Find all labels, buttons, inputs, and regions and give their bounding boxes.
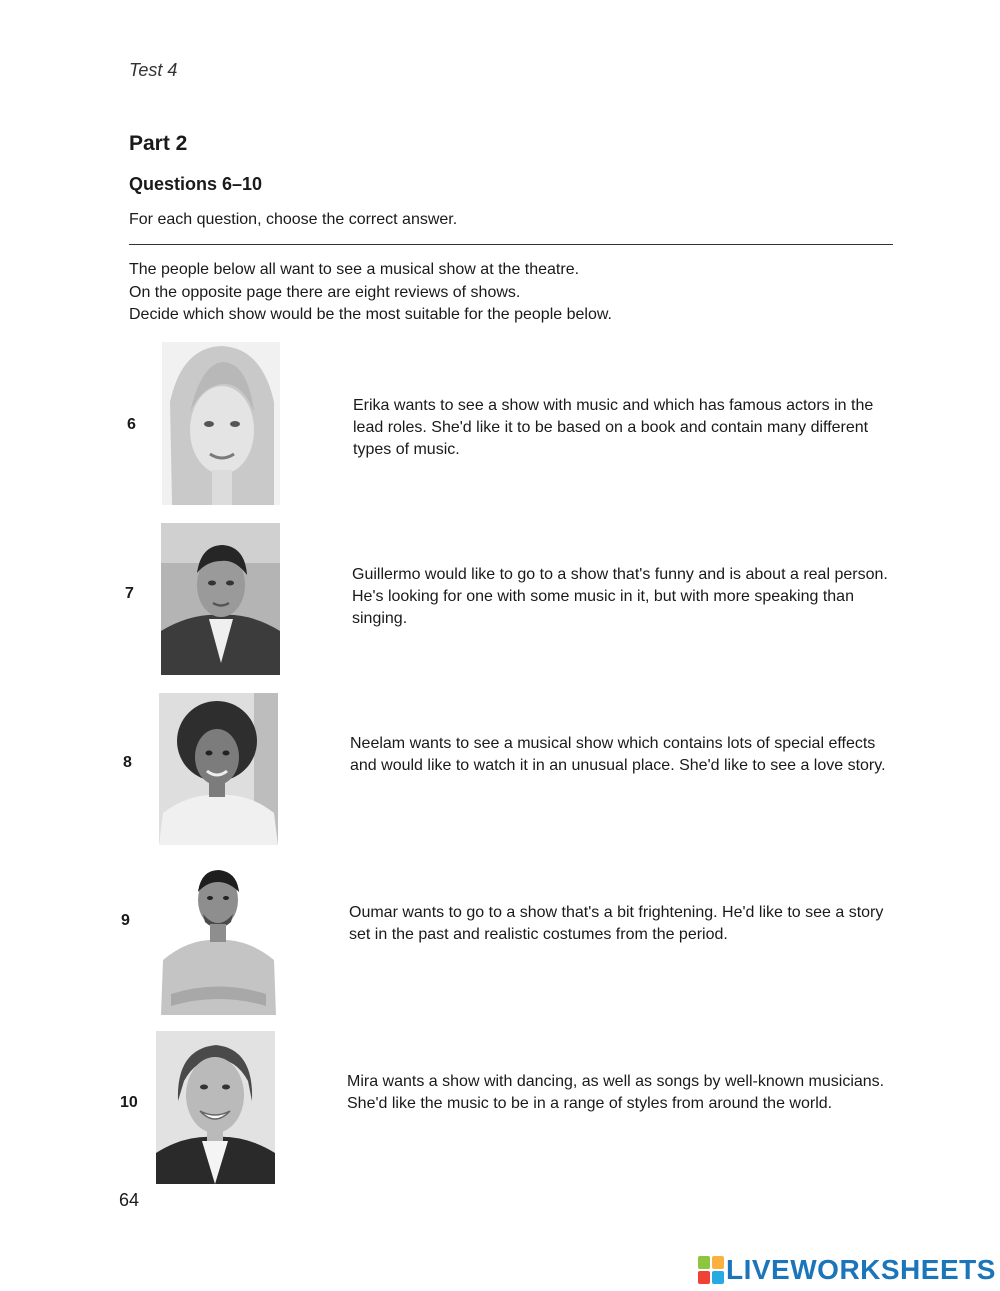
intro-text	[129, 259, 612, 327]
test-label: Test 4	[129, 60, 178, 80]
question-number: 8	[123, 754, 132, 771]
question-text: Neelam wants to see a musical show which contains lots of special effects and would like to watch it in an unusual place. She'd like to see a love story.	[350, 735, 886, 774]
intro-line: Decide which show would be the most suitable for the people below.	[129, 306, 612, 323]
intro-line: On the opposite page there are eight reviews of shows.	[129, 283, 521, 301]
question-text: Mira wants a show with dancing, as well as songs by well-known musicians. She'd like the music to be in a range of styles from around the world.	[347, 1073, 885, 1112]
person-photo-icon	[161, 523, 280, 675]
question-number: 7	[125, 585, 134, 602]
person-photo-erika	[162, 342, 280, 505]
person-photo-icon	[162, 342, 280, 505]
question-text: Erika wants to see a show with music and which has famous actors in the lead roles. She'd like it to be based on a book and contain many different types of music.	[353, 397, 874, 458]
question-text: Guillermo would like to go to a show that's funny and is about a real person. He's looking for one with some music in it, but with more speaking than singing.	[352, 566, 888, 627]
divider	[129, 244, 893, 245]
logo-text: LIVEWORKSHEETS	[726, 1254, 996, 1285]
intro-line: The people below all want to see a musical show at the theatre.	[129, 261, 580, 278]
questions-title: Questions 6–10	[129, 174, 263, 194]
instruction-text: For each question, choose the correct answer.	[129, 211, 458, 228]
liveworksheets-logo	[698, 1254, 996, 1286]
person-photo-mira	[156, 1031, 275, 1184]
person-photo-guillermo	[161, 523, 280, 675]
question-number: 9	[121, 912, 130, 929]
person-photo-icon	[161, 864, 276, 1015]
page-number: 64	[119, 1190, 140, 1210]
person-photo-neelam	[159, 693, 278, 845]
person-photo-icon	[159, 693, 278, 845]
liveworksheets-logo-icon	[698, 1256, 724, 1284]
person-photo-oumar	[161, 864, 276, 1015]
part-title: Part 2	[129, 132, 188, 155]
question-text: Oumar wants to go to a show that's a bit frightening. He'd like to see a story set in the past and realistic costumes from the period.	[349, 904, 884, 943]
question-number: 10	[120, 1094, 138, 1111]
question-number: 6	[127, 416, 136, 433]
person-photo-icon	[156, 1031, 275, 1184]
